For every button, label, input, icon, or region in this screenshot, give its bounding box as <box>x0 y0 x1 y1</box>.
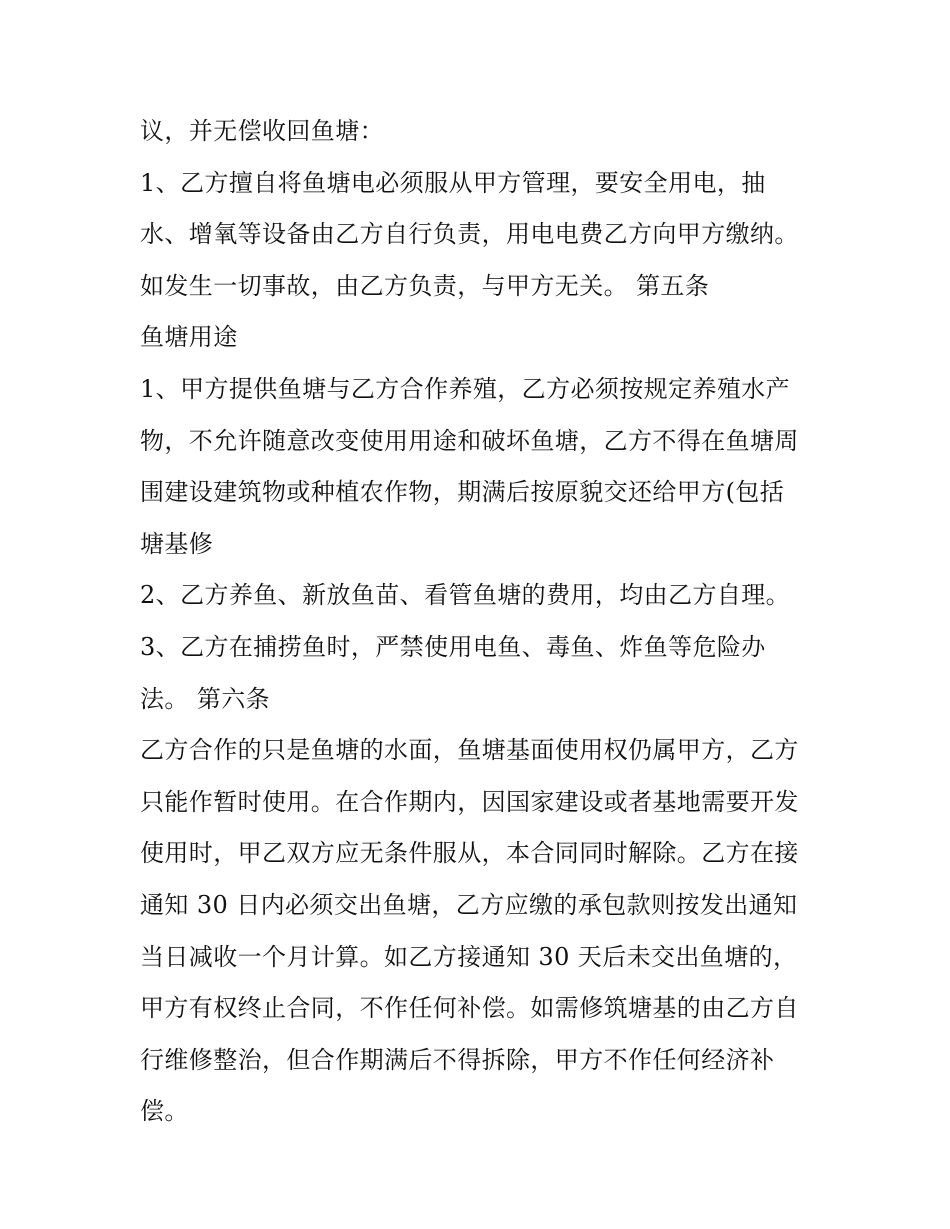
text-line: 2、乙方养鱼、新放鱼苗、看管鱼塘的费用，均由乙方自理。 <box>140 581 791 610</box>
text-line: 行维修整治，但合作期满后不得拆除，甲方不作任何经济补 <box>140 1045 775 1074</box>
text-line: 只能作暂时使用。在合作期内，因国家建设或者基地需要开发 <box>140 787 799 816</box>
text-line: 议，并无偿收回鱼塘： <box>140 117 384 145</box>
section-heading: 鱼塘用途 <box>140 323 238 352</box>
text-line: 塘基修 <box>140 529 214 558</box>
text-line: 偿。 <box>140 1097 189 1126</box>
text-line: 1、甲方提供鱼塘与乙方合作养殖，乙方必须按规定养殖水产 <box>140 374 791 403</box>
text-line: 通知 30 日内必须交出鱼塘，乙方应缴的承包款则按发出通知 <box>140 890 798 919</box>
text-line: 法。 第六条 <box>140 684 271 713</box>
text-line: 1、乙方擅自将鱼塘电必须服从甲方管理，要安全用电，抽 <box>140 168 766 197</box>
text-line: 甲方有权终止合同，不作任何补偿。如需修筑塘基的由乙方自 <box>140 994 799 1023</box>
text-line: 乙方合作的只是鱼塘的水面，鱼塘基面使用权仍属甲方，乙方 <box>140 736 799 765</box>
text-line: 3、乙方在捕捞鱼时，严禁使用电鱼、毒鱼、炸鱼等危险办 <box>140 632 766 661</box>
text-line: 使用时，甲乙双方应无条件服从，本合同同时解除。乙方在接 <box>140 839 799 868</box>
text-line: 围建设建筑物或种植农作物，期满后按原貌交还给甲方(包括 <box>140 478 785 507</box>
text-line: 当日减收一个月计算。如乙方接通知 30 天后未交出鱼塘的， <box>140 942 798 971</box>
text-line: 水、增氧等设备由乙方自行负责，用电电费乙方向甲方缴纳。 <box>140 220 799 249</box>
document-body <box>140 106 820 1138</box>
text-line: 物，不允许随意改变使用用途和破坏鱼塘，乙方不得在鱼塘周 <box>140 426 799 455</box>
text-line: 如发生一切事故，由乙方负责，与甲方无关。 第五条 <box>140 271 710 300</box>
